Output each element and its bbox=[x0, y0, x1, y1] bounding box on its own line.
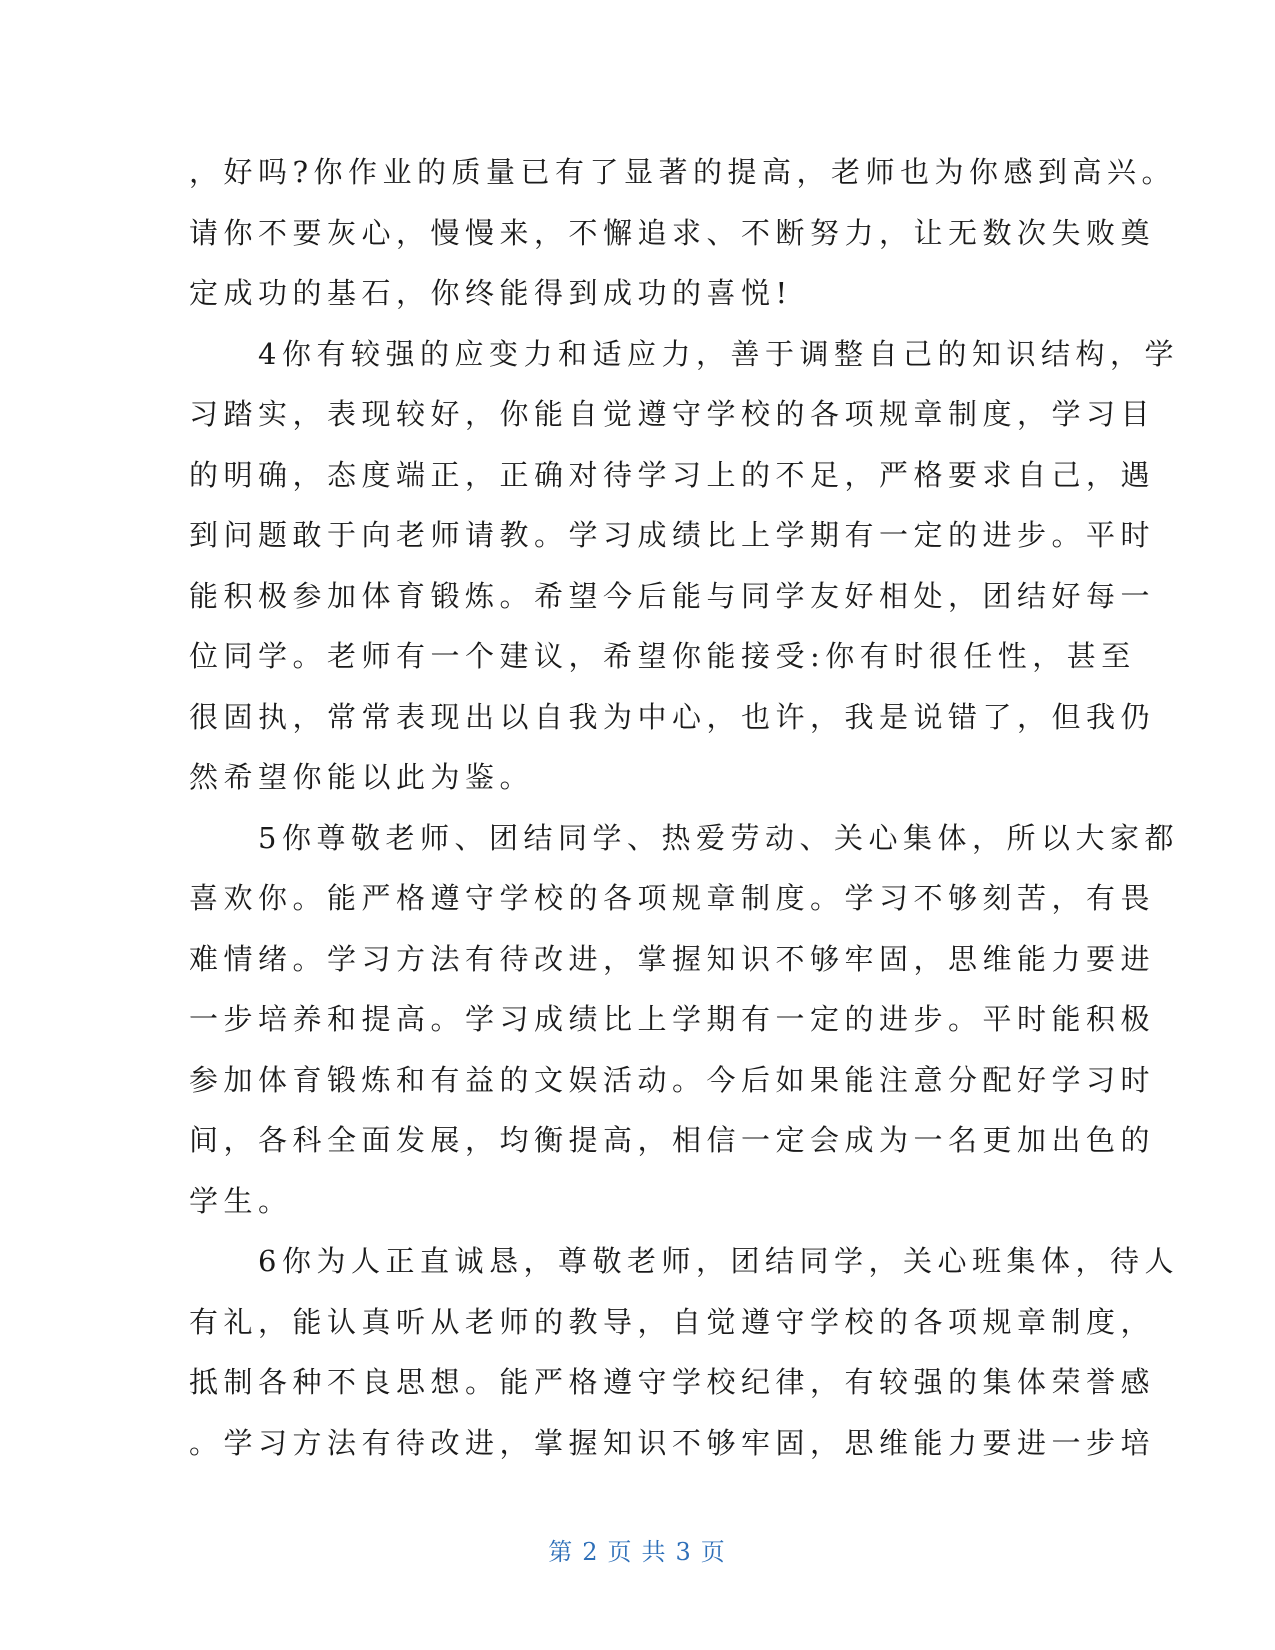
text-line: 4你有较强的应变力和适应力，善于调整自己的知识结构，学 bbox=[189, 336, 1179, 371]
text-line: 的明确，态度端正，正确对待学习上的不足，严格要求自己，遇 bbox=[189, 457, 1156, 492]
footer-page-word: 页 bbox=[607, 1538, 634, 1566]
text-line: 难情绪。学习方法有待改进，掌握知识不够牢固，思维能力要进 bbox=[189, 941, 1156, 976]
text-line: 请你不要灰心，慢慢来，不懈追求、不断努力，让无数次失败奠 bbox=[189, 215, 1156, 250]
text-line: 很固执，常常表现出以自我为中心，也许，我是说错了，但我仍 bbox=[189, 699, 1156, 734]
text-line: 到问题敢于向老师请教。学习成绩比上学期有一定的进步。平时 bbox=[189, 518, 1156, 552]
document-body bbox=[189, 142, 1179, 1473]
text-line: 能积极参加体育锻炼。希望今后能与同学友好相处，团结好每一 bbox=[189, 578, 1156, 613]
text-line: 习踏实，表现较好，你能自觉遵守学校的各项规章制度，学习目 bbox=[189, 397, 1156, 431]
text-line: 学生。 bbox=[189, 1183, 293, 1218]
footer-total-pages: 3 bbox=[675, 1538, 693, 1566]
text-line: 间，各科全面发展，均衡提高，相信一定会成为一名更加出色的 bbox=[189, 1123, 1156, 1157]
footer-current-page: 2 bbox=[582, 1538, 600, 1566]
text-line: 参加体育锻炼和有益的文娱活动。今后如果能注意分配好学习时 bbox=[189, 1062, 1156, 1097]
text-line: 定成功的基石，你终能得到成功的喜悦! bbox=[189, 276, 793, 310]
footer-total-prefix: 共 bbox=[641, 1538, 668, 1566]
page-footer bbox=[0, 1532, 1275, 1567]
text-line: 喜欢你。能严格遵守学校的各项规章制度。学习不够刻苦，有畏 bbox=[189, 881, 1156, 915]
text-line: 位同学。老师有一个建议，希望你能接受:你有时很任性，甚至 bbox=[189, 639, 1136, 673]
footer-suffix: 页 bbox=[700, 1538, 727, 1566]
text-line: 。学习方法有待改进，掌握知识不够牢固，思维能力要进一步培 bbox=[189, 1425, 1156, 1460]
text-line: 5你尊敬老师、团结同学、热爱劳动、关心集体，所以大家都 bbox=[189, 820, 1179, 855]
text-line: 6你为人正直诚恳，尊敬老师，团结同学，关心班集体，待人 bbox=[189, 1244, 1179, 1278]
footer-prefix: 第 bbox=[548, 1538, 575, 1566]
text-line: 然希望你能以此为鉴。 bbox=[189, 760, 535, 794]
text-line: ，好吗?你作业的质量已有了显著的提高，老师也为你感到高兴。 bbox=[189, 155, 1177, 189]
text-line: 一步培养和提高。学习成绩比上学期有一定的进步。平时能积极 bbox=[189, 1002, 1156, 1036]
text-line: 有礼，能认真听从老师的教导，自觉遵守学校的各项规章制度， bbox=[189, 1304, 1156, 1339]
text-line: 抵制各种不良思想。能严格遵守学校纪律，有较强的集体荣誉感 bbox=[189, 1365, 1156, 1399]
